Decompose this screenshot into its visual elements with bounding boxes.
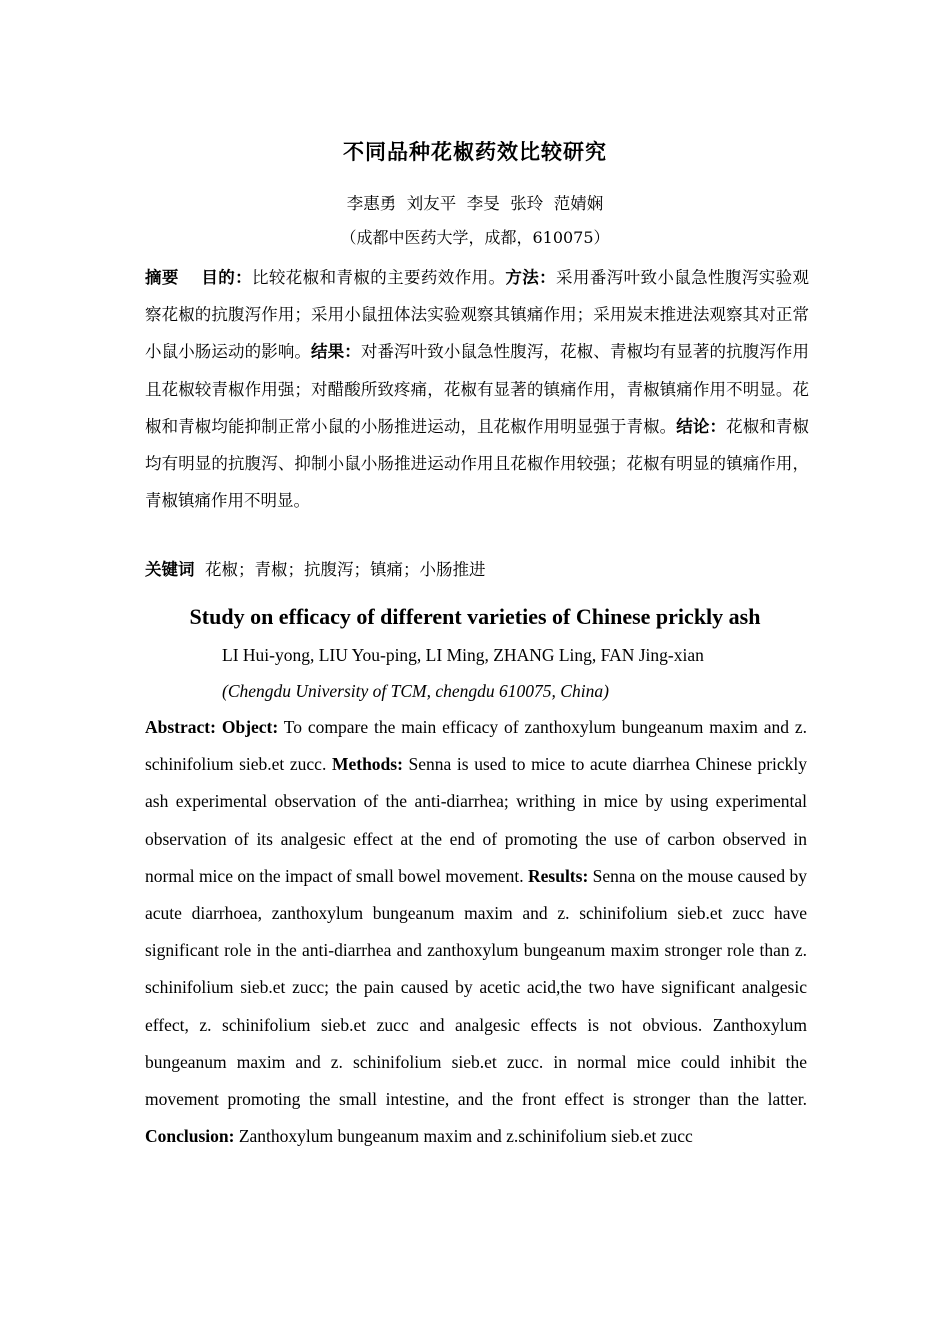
en-object-text: To compare the main efficacy of zanthoxylum bungeanum maxim and z. schinifolium sieb.et zucc. (145, 717, 808, 775)
en-conclusion-label: Conclusion: (145, 1126, 235, 1147)
en-conclusion-text: Zanthoxylum bungeanum maxim and z.schinifolium sieb.et zucc (238, 1126, 693, 1147)
abstract-label: 摘要 (145, 268, 179, 287)
objective-text: 比较花椒和青椒的主要药效作用。 (252, 268, 506, 287)
en-abstract-label: Abstract: (145, 717, 216, 737)
chinese-title: 不同品种花椒药效比较研究 (343, 139, 607, 164)
results-text: 对番泻叶致小鼠急性腹泻，花椒、青椒均有显著的抗腹泻作用且花椒较青椒作用强；对醋酸所致疼痛，花椒有显著的镇痛作用，青椒镇痛作用不明显。花椒和青椒均能抑制正常小鼠的小肠推进运动，且花椒作用明显强于青椒。 (145, 342, 810, 436)
objective-label: 目的： (201, 268, 252, 287)
en-methods-label: Methods: (331, 754, 403, 775)
keywords-list: 花椒；青椒；抗腹泻；镇痛；小肠推进 (205, 560, 486, 579)
en-results-label: Results: (528, 865, 589, 886)
english-abstract (145, 709, 807, 1155)
results-label: 结果： (311, 342, 361, 362)
methods-text: 采用番泻叶致小鼠急性腹泻实验观察花椒的抗腹泻作用；采用小鼠扭体法实验观察其镇痛作用；采用炭末推进法观察其对正常小鼠小肠运动的影响。 (145, 268, 809, 362)
chinese-authors: 李惠勇 刘友平 李旻 张玲 范婧娴 (346, 194, 604, 213)
en-methods-text: Senna is used to mice to acute diarrhea Chinese prickly ash experimental observation of the anti-diarrhea; writhing in mice by using experimental observation of its analgesic effect at the end of promoting the use of carbon observed in normal mice on the impact of small bowel movement. (145, 754, 808, 886)
methods-label: 方法： (505, 268, 557, 287)
keywords-label: 关键词 (145, 560, 195, 579)
english-authors: LI Hui-yong, LIU You-ping, LI Ming, ZHANG Ling, FAN Jing-xian (222, 645, 704, 665)
conclusion-text: 花椒和青椒均有明显的抗腹泻、抑制小鼠小肠推进运动作用且花椒作用较强；花椒有明显的镇痛作用，青椒镇痛作用不明显。 (145, 416, 810, 511)
chinese-keywords (145, 556, 809, 580)
en-object-label: Object: (221, 717, 279, 737)
chinese-abstract (145, 259, 809, 519)
en-results-text: Senna on the mouse caused by acute diarrhoea, zanthoxylum bungeanum maxim and z. schinifolium sieb.et zucc have significant role in the anti-diarrhea and zanthoxylum bungeanum maxim stronger role than z. schinifolium sieb.et zucc; the pain caused by acetic acid,the two have significant analgesic effect, z. schinifolium sieb.et zucc and analgesic effects is not obvious. Zanthoxylum bungeanum maxim and z. schinifolium sieb.et zucc. in normal mice could inhibit the movement promoting the small intestine, and the front effect is stronger than the latter. (145, 865, 808, 1110)
english-affiliation: (Chengdu University of TCM, chengdu 610075, China) (222, 681, 609, 701)
chinese-affiliation: （成都中医药大学，成都，610075） (340, 228, 610, 247)
conclusion-label: 结论： (676, 416, 727, 436)
english-title: Study on efficacy of different varieties of Chinese prickly ash (189, 604, 761, 629)
